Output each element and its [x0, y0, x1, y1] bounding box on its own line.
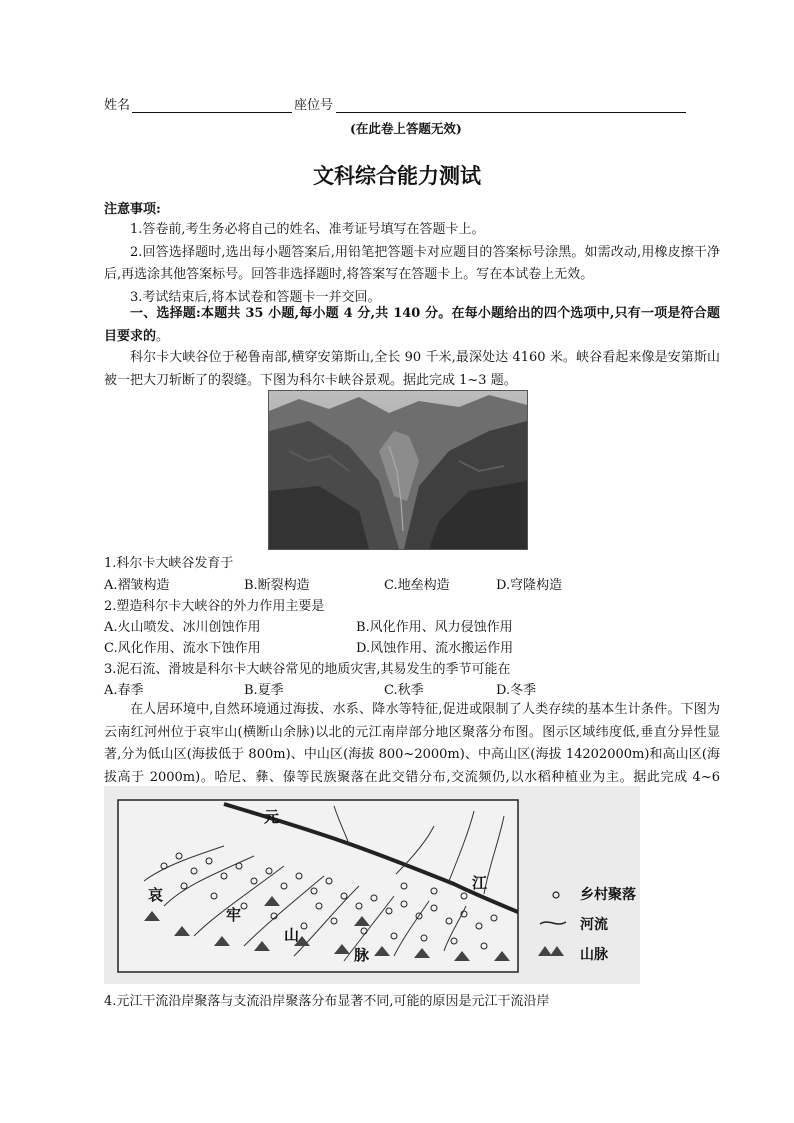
legend-river-icon [540, 922, 566, 924]
legend-mountain-icon [538, 946, 564, 956]
notice-item-3: 3.考试结束后,将本试卷和答题卡一并交回。 [130, 289, 381, 305]
notice-item-1: 1.答卷前,考生务必将自己的姓名、准考证号填写在答题卡上。 [130, 222, 485, 237]
map-label-shan: 山 [284, 926, 300, 944]
invalid-note: (在此卷上答题无效) [350, 121, 462, 136]
legend-settlement-label: 乡村聚落 [580, 887, 636, 903]
map-label-yuan: 元 [264, 808, 280, 826]
map-label-ai: 哀 [148, 886, 164, 904]
legend-settlement-icon [553, 892, 559, 898]
q2-option-a[interactable]: A.火山喷发、冰川创蚀作用 [104, 620, 261, 635]
q1-option-b[interactable]: B.断裂构造 [244, 578, 310, 593]
legend-river-label: 河流 [580, 917, 608, 933]
settlement-map-art [104, 786, 640, 984]
q2-option-d[interactable]: D.风蚀作用、流水搬运作用 [356, 641, 514, 656]
q1-option-a[interactable]: A.褶皱构造 [104, 578, 170, 593]
q2-stem: 2.塑造科尔卡大峡谷的外力作用主要是 [104, 599, 325, 614]
q4-stem: 4.元江干流沿岸聚落与支流沿岸聚落分布显著不同,可能的原因是元江干流沿岸 [104, 994, 550, 1009]
map-label-mai: 脉 [354, 946, 370, 964]
q3-option-d[interactable]: D.冬季 [496, 683, 537, 698]
passage-1: 科尔卡大峡谷位于秘鲁南部,横穿安第斯山,全长 90 千米,最深处达 4160 米。峡谷看起来像是安第斯山被一把大刀斩断了的裂缝。下图为科尔卡峡谷景观。据此完成 1~3 题。 [104, 350, 720, 388]
canyon-photo-art [269, 391, 527, 549]
q1-option-d[interactable]: D.穹隆构造 [496, 578, 563, 593]
notice-item-2: 2.回答选择题时,选出每小题答案后,用铅笔把答题卡对应题目的答案标号涂黑。如需改动,用橡皮擦干净后,再选涂其他答案标号。回答非选择题时,将答案写在答题卡上。写在本试卷上无效。 [104, 244, 720, 282]
name-blank[interactable] [132, 112, 292, 113]
canyon-photo [268, 390, 528, 550]
section-heading [104, 303, 720, 348]
legend-mountain-label: 山脉 [580, 947, 608, 963]
map-label-jiang: 江 [472, 874, 488, 892]
seat-blank[interactable] [336, 112, 686, 113]
q1-stem: 1.科尔卡大峡谷发育于 [104, 556, 234, 571]
q3-option-a[interactable]: A.春季 [104, 683, 144, 698]
page-title: 文科综合能力测试 [313, 163, 481, 188]
q2-option-b[interactable]: B.风化作用、风力侵蚀作用 [356, 620, 513, 635]
seat-label: 座位号 [294, 98, 334, 113]
q3-stem: 3.泥石流、滑坡是科尔卡大峡谷常见的地质灾害,其易发生的季节可能在 [104, 662, 511, 677]
section-heading-end: 。 [156, 328, 170, 344]
q2-option-c[interactable]: C.风化作用、流水下蚀作用 [104, 641, 261, 656]
q3-option-c[interactable]: C.秋季 [384, 683, 424, 698]
q3-option-b[interactable]: B.夏季 [244, 683, 284, 698]
settlement-map [104, 786, 640, 984]
map-label-lao: 牢 [226, 906, 242, 924]
q1-option-c[interactable]: C.地垒构造 [384, 578, 450, 593]
section-heading-text: 一、选择题:本题共 35 小题,每小题 4 分,共 140 分。在每小题给出的四个选项中,只有一项是符合题目要求的 [104, 306, 720, 344]
notice-block [104, 219, 720, 309]
notice-heading: 注意事项: [104, 202, 161, 217]
name-label: 姓名 [104, 98, 131, 113]
passage-2: 在人居环境中,自然环境通过海拔、水系、降水等特征,促进或限制了人类存续的基本生计条件。下图为云南红河州位于哀牢山(横断山余脉)以北的元江南岸部分地区聚落分布图。图示区域纬度低,垂直分异性显著,分为低山区(海拔低于 800m)、中山区(海拔 800~2000m)、中高山区(海拔 14202000m)和高山区(海拔高于 2000m)。哈尼、彝、傣等民族聚落在此交错分布,交流频仍,以水稻种植业为主。据此完成 4~6 [104, 702, 720, 785]
